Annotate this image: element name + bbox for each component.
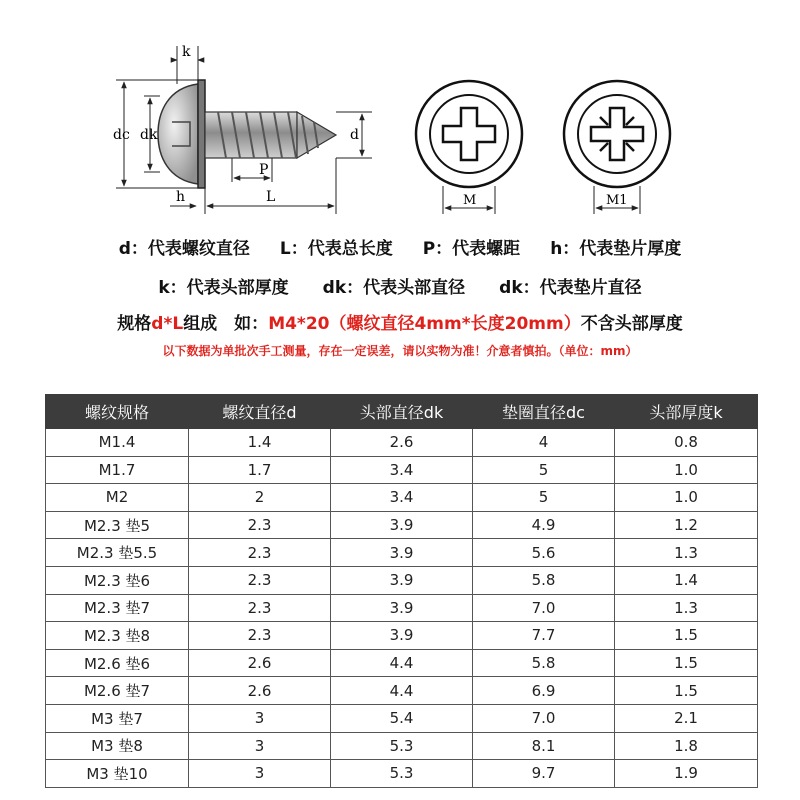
cell-washer-diameter: 5.8 (473, 649, 615, 677)
cell-thread-diameter: 3 (189, 732, 331, 760)
cell-thread-diameter: 2.3 (189, 539, 331, 567)
screw-side-view (113, 44, 372, 214)
label-h: h (176, 189, 186, 205)
cell-washer-diameter: 4 (473, 429, 615, 457)
legend-item: dk：代表垫片直径 (499, 278, 642, 298)
cell-washer-diameter: 5.6 (473, 539, 615, 567)
legend-item: M4*20（螺纹直径4mm*长度20mm） (268, 314, 581, 334)
label-m: M (463, 193, 477, 208)
cell-head-diameter: 3.4 (331, 456, 473, 484)
spec-format-line (0, 309, 800, 334)
legend-item: dk：代表头部直径 (322, 278, 466, 298)
cell-thread-spec: M2.6 垫7 (46, 677, 189, 705)
legend-item: P：代表螺距 (422, 239, 521, 259)
cell-head-diameter: 4.4 (331, 649, 473, 677)
cell-thread-diameter: 3 (189, 760, 331, 788)
cell-thread-spec: M2.3 垫5.5 (46, 539, 189, 567)
cell-washer-diameter: 7.0 (473, 704, 615, 732)
table-row (46, 677, 758, 705)
cell-head-diameter: 2.6 (331, 429, 473, 457)
cell-washer-diameter: 9.7 (473, 760, 615, 788)
legend-item: L：代表总长度 (279, 239, 393, 259)
cell-thread-spec: M2.3 垫8 (46, 622, 189, 650)
legend-item: h：代表垫片厚度 (550, 239, 682, 259)
cell-washer-diameter: 7.7 (473, 622, 615, 650)
cell-thread-diameter: 3 (189, 704, 331, 732)
table-row (46, 511, 758, 539)
table-row (46, 566, 758, 594)
cell-head-thickness: 1.0 (615, 484, 758, 512)
cell-thread-spec: M3 垫10 (46, 760, 189, 788)
header-head-thickness: 头部厚度k (615, 395, 758, 429)
header-thread-spec: 螺纹规格 (46, 395, 189, 429)
cell-thread-spec: M2.3 垫6 (46, 566, 189, 594)
cell-washer-diameter: 5 (473, 456, 615, 484)
cell-thread-diameter: 2 (189, 484, 331, 512)
cell-head-diameter: 3.9 (331, 594, 473, 622)
table-row (46, 456, 758, 484)
legend-item: 不含头部厚度 (580, 314, 683, 334)
cell-head-diameter: 3.9 (331, 539, 473, 567)
cell-thread-spec: M1.7 (46, 456, 189, 484)
label-dk: dk (140, 127, 158, 143)
cell-thread-diameter: 1.7 (189, 456, 331, 484)
header-head-diameter: 头部直径dk (331, 395, 473, 429)
cell-head-diameter: 4.4 (331, 677, 473, 705)
cell-thread-diameter: 2.3 (189, 622, 331, 650)
cell-head-thickness: 1.4 (615, 566, 758, 594)
legend-item: d：代表螺纹直径 (118, 239, 250, 259)
cell-head-thickness: 1.2 (615, 511, 758, 539)
cell-head-thickness: 1.3 (615, 594, 758, 622)
cell-head-diameter: 3.9 (331, 511, 473, 539)
label-dc: dc (113, 127, 130, 143)
cell-head-thickness: 1.3 (615, 539, 758, 567)
cell-head-thickness: 1.5 (615, 677, 758, 705)
header-thread-diameter: 螺纹直径d (189, 395, 331, 429)
cell-washer-diameter: 5 (473, 484, 615, 512)
cell-washer-diameter: 7.0 (473, 594, 615, 622)
label-k: k (182, 44, 191, 60)
legend-item: 组成 如： (183, 314, 269, 334)
cell-head-thickness: 1.5 (615, 649, 758, 677)
legend-item: k：代表头部厚度 (158, 278, 289, 298)
cell-head-thickness: 1.8 (615, 732, 758, 760)
cell-thread-diameter: 1.4 (189, 429, 331, 457)
pozidriv-head-top-view (564, 81, 670, 214)
cell-head-diameter: 5.4 (331, 704, 473, 732)
label-l: L (266, 189, 276, 205)
legend-item: d*L (151, 314, 184, 334)
cell-head-diameter: 5.3 (331, 732, 473, 760)
legend-line-1 (0, 234, 800, 259)
legend-item: 规格 (117, 314, 152, 334)
cell-head-diameter: 5.3 (331, 760, 473, 788)
cell-head-diameter: 3.9 (331, 566, 473, 594)
label-d: d (350, 127, 359, 143)
table-row (46, 704, 758, 732)
table-row (46, 732, 758, 760)
cell-head-diameter: 3.9 (331, 622, 473, 650)
cell-head-diameter: 3.4 (331, 484, 473, 512)
table-row (46, 429, 758, 457)
phillips-head-top-view (416, 81, 522, 214)
cell-head-thickness: 0.8 (615, 429, 758, 457)
cell-thread-spec: M2 (46, 484, 189, 512)
cell-thread-spec: M2.3 垫7 (46, 594, 189, 622)
cell-thread-spec: M2.3 垫5 (46, 511, 189, 539)
cell-thread-diameter: 2.6 (189, 677, 331, 705)
cell-thread-diameter: 2.3 (189, 566, 331, 594)
header-washer-diameter: 垫圈直径dc (473, 395, 615, 429)
cell-thread-spec: M3 垫8 (46, 732, 189, 760)
table-row (46, 484, 758, 512)
table-header-row (46, 395, 758, 429)
table-row (46, 594, 758, 622)
cell-thread-spec: M1.4 (46, 429, 189, 457)
table-body (46, 429, 758, 788)
label-p: P (259, 162, 269, 178)
table-row (46, 622, 758, 650)
measurement-note: 以下数据为单批次手工测量，存在一定误差，请以实物为准！介意者慎拍。（单位：mm） (162, 344, 638, 358)
spec-table (45, 394, 758, 788)
legend-line-2 (0, 273, 800, 298)
cell-head-thickness: 1.5 (615, 622, 758, 650)
cell-thread-diameter: 2.3 (189, 511, 331, 539)
cell-washer-diameter: 6.9 (473, 677, 615, 705)
table-row (46, 760, 758, 788)
cell-thread-spec: M2.6 垫6 (46, 649, 189, 677)
table-row (46, 649, 758, 677)
cell-washer-diameter: 4.9 (473, 511, 615, 539)
cell-thread-diameter: 2.6 (189, 649, 331, 677)
screw-dimension-diagram (0, 0, 800, 230)
cell-thread-spec: M3 垫7 (46, 704, 189, 732)
cell-washer-diameter: 8.1 (473, 732, 615, 760)
cell-head-thickness: 1.0 (615, 456, 758, 484)
cell-thread-diameter: 2.3 (189, 594, 331, 622)
cell-head-thickness: 2.1 (615, 704, 758, 732)
cell-washer-diameter: 5.8 (473, 566, 615, 594)
label-m1: M1 (606, 193, 628, 208)
cell-head-thickness: 1.9 (615, 760, 758, 788)
table-row (46, 539, 758, 567)
